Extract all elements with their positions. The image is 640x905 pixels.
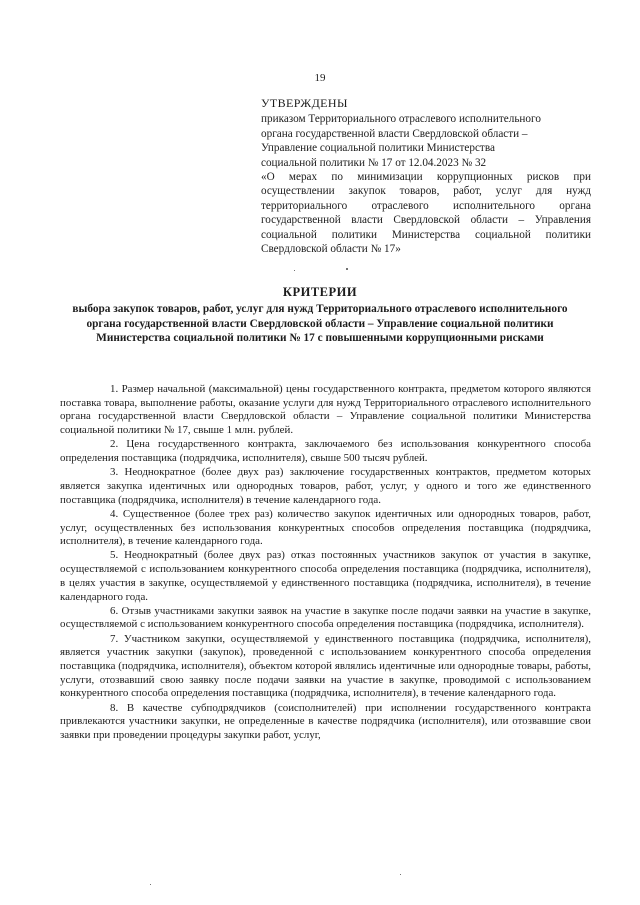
scan-speck [150,884,151,885]
criteria-item: 7. Участником закупки, осуществляемой у единственного поставщика (подрядчика, исполнителя), является участник закупки (закупок), проведенной с использованием конкурентного способа определения поставщика (подрядчика, исполнителя), объектом которой являлись идентичные или однородные товары, работы, услуги, отозвавший свою заявку после подачи заявки на участие в закупке, проводимой с использованием конкурентного способа определения поставщика (подрядчика, исполнителя), в течение календарного года. [60,632,591,700]
criteria-title-block [70,285,570,346]
criteria-item: 2. Цена государственного контракта, заключаемого без использования конкурентного способа определения поставщика (подрядчика, исполнителя), свыше 500 тысяч рублей. [60,438,591,465]
approval-line: социальной политики № 17 от 12.04.2023 № 32 [261,156,487,169]
document-title: КРИТЕРИИ [282,285,358,299]
scan-speck [400,874,401,875]
criteria-item: 1. Размер начальной (максимальной) цены государственного контракта, предметом которого являются поставка товара, выполнение работы, оказание услуги для нужд Территориального отраслевого исполнительного органа государственной власти Свердловской области – Управление социальной политики Министерства социальной политики № 17, свыше 1 млн. рублей. [60,383,591,437]
document-subtitle: выбора закупок товаров, работ, услуг для нужд Территориального отраслевого исполнительного органа государственной власти Свердловской области – Управление социальной политики Министерства социальной политики № 17 с повышенными коррупционными рисками [72,303,568,345]
approval-line: приказом Территориального отраслевого исполнительного [261,113,541,126]
approval-block [261,96,591,256]
approval-line: органа государственной власти Свердловской области – [261,127,528,140]
criteria-item: 3. Неоднократное (более двух раз) заключение государственных контрактов, предметом которых является закупка идентичных или однородных товаров, работ, услуг, у одного и того же единственного поставщика (подрядчика, исполнителя) в течение календарного года. [60,466,591,506]
scan-speck [294,270,295,271]
approval-order-title: «О мерах по минимизации коррупционных рисков при осуществлении закупок товаров, работ, услуг для нужд территориального отраслевого исполнительного органа государственной власти Свердловской области – Управления социальной политики Министерства социальной политики Свердловской области № 17» [261,171,591,256]
approval-line: Управление социальной политики Министерства [261,142,495,155]
criteria-item: 4. Существенное (более трех раз) количество закупок идентичных или однородных товаров, работ, услуг, осуществленных без использования конкурентных способов определения поставщика (подрядчика, исполнителя), в течение календарного года. [60,507,591,548]
scan-speck [346,268,348,270]
page-number: 19 [314,72,326,84]
criteria-item: 8. В качестве субподрядчиков (соисполнителей) при исполнении государственного контракта привлекаются участники закупки, не определенные в качестве подрядчика (исполнителя), или отозвавшие свои заявки при проведении процедуры закупки работ, услуг, [60,701,591,742]
approval-heading: УТВЕРЖДЕНЫ [261,96,348,110]
criteria-item: 6. Отзыв участниками закупки заявок на участие в закупке после подачи заявки на участие в закупке, осуществляемой с использованием конкурентного способа определения поставщика (подрядчика, исполнителя). [60,604,591,631]
criteria-item: 5. Неоднократный (более двух раз) отказ постоянных участников закупок от участия в закупке, осуществляемой с использованием конкурентного способа определения поставщика (подрядчика, исполнителя), в целях участия в закупке, осуществляемой у единственного поставщика (подрядчика, исполнителя), в течение календарного года. [60,549,591,603]
criteria-list [60,383,591,743]
